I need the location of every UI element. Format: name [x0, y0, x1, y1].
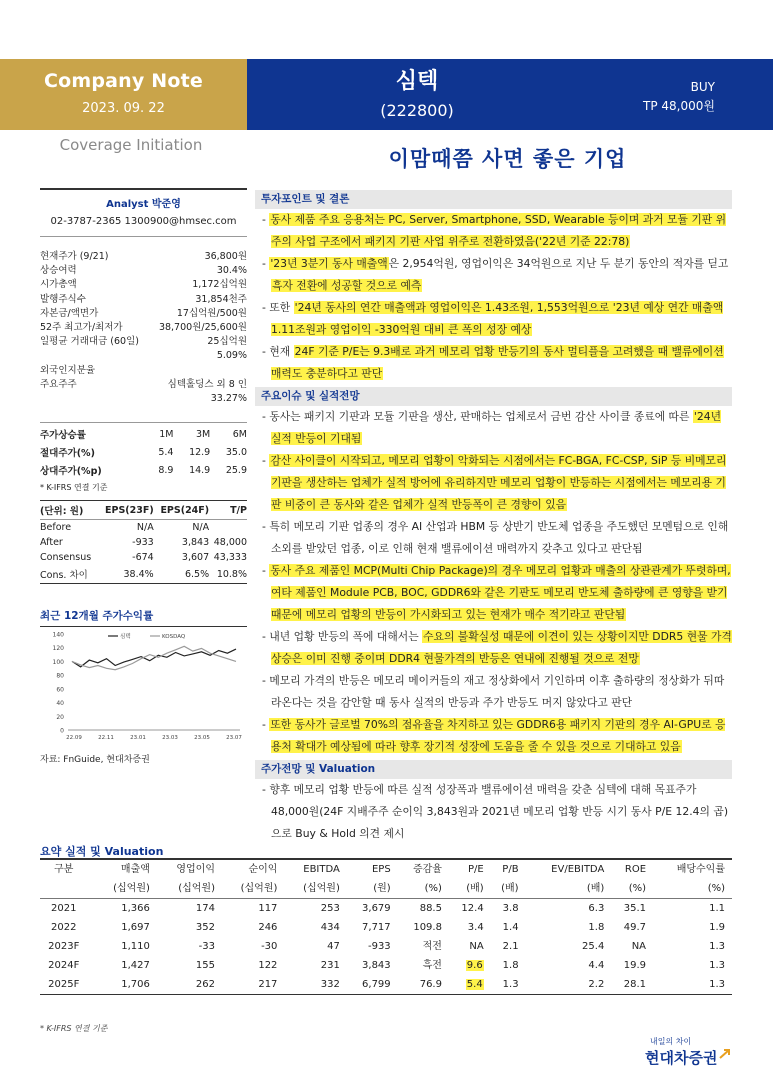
stock-info-row [40, 349, 247, 363]
highlight-text: '24년 동사의 연간 매출액과 영업이익은 1.43조원, 1,553억원으로 '23년 예상 연간 매출액 1.11조원과 영업이익 -330억원 대비 큰 폭의 성장 예상 [271, 301, 724, 336]
summary-unit: (배) [449, 879, 491, 899]
summary-unit: (십억원) [157, 879, 222, 899]
summary-cell: 2023F [48, 941, 80, 952]
summary-cell: 1.3 [709, 941, 725, 952]
bullet-text: - [262, 454, 270, 467]
eps-cell: -933 [132, 537, 154, 548]
returns-row [40, 443, 247, 461]
summary-cell: 2021 [51, 903, 77, 914]
summary-cell: 434 [320, 922, 340, 933]
eps-table [40, 501, 247, 584]
highlight-pe: 9.6 [466, 960, 483, 971]
summary-header: 구분 [40, 859, 94, 879]
summary-row [40, 956, 732, 975]
y-tick-label: 140 [52, 631, 64, 639]
eps-cell: Before [40, 522, 72, 533]
stock-info-value: 5.09% [216, 350, 247, 362]
y-tick-label: 40 [56, 700, 64, 708]
summary-cell: 1.1 [709, 903, 725, 914]
summary-cell: 4.4 [588, 960, 605, 971]
bullet-text: - 향후 메모리 업황 반등에 따른 실적 성장폭과 밸류에이션 매력을 갖춘 심텍에 대해 목표주가 48,000원(24F 지배주주 순이익 3,843원과 2021년 메모리 업황 반등 시기 동사 P/E 12.4의 곱)으로 Buy & Hold 의견 제시 [262, 783, 729, 840]
analyst-contact: 02-3787-2365 1300900@hmsec.com [50, 216, 237, 227]
summary-cell: 12.4 [461, 903, 484, 914]
stock-info-value: 심텍홀딩스 외 8 인 [167, 378, 247, 390]
summary-cell: 3.8 [502, 903, 519, 914]
target-price: TP 48,000원 [643, 99, 715, 113]
stock-info-label: 상승여력 [40, 265, 77, 277]
bullet-text: - 현재 [262, 345, 294, 358]
company-ticker: (222800) [380, 101, 454, 120]
summary-unit: (십억원) [94, 879, 156, 899]
stock-info-row [40, 378, 247, 392]
returns-note: * K-IFRS 연결 기준 [40, 483, 108, 492]
summary-header: P/B [491, 859, 526, 879]
eps-header: EPS(24F) [154, 501, 209, 520]
series-line-0 [72, 649, 236, 667]
report-date: 2023. 09. 22 [82, 101, 165, 116]
returns-cell: 5.4 [158, 446, 174, 458]
stock-info-label: 시가총액 [40, 279, 77, 291]
summary-cell: 1,706 [94, 975, 156, 995]
summary-cell: 47 [327, 941, 340, 952]
chart-source: 자료: FnGuide, 현대차증권 [40, 755, 150, 765]
summary-cell: -933 [367, 941, 391, 952]
summary-cell: 1,366 [121, 903, 150, 914]
summary-cell: 352 [195, 922, 215, 933]
summary-cell: 1,110 [121, 941, 150, 952]
eps-row [40, 520, 247, 536]
eps-cell: 6.5% [154, 565, 209, 584]
summary-header: 영업이익 [157, 859, 222, 879]
eps-cell: N/A [192, 522, 210, 533]
summary-row [40, 937, 732, 956]
eps-header: T/P [209, 501, 247, 520]
summary-unit: (십억원) [222, 879, 284, 899]
summary-unit: (십억원) [284, 879, 346, 899]
summary-title: 요약 실적 및 Valuation [40, 845, 164, 858]
summary-row [40, 899, 732, 919]
summary-cell: 2.2 [526, 975, 612, 995]
stock-info-value: 25십억원 [207, 336, 247, 348]
bullet-item [261, 516, 732, 560]
stock-info-label: 52주 최고가/최저가 [40, 322, 123, 334]
stock-info-row [40, 364, 247, 378]
x-tick-label: 22.09 [66, 735, 82, 741]
eps-cell: -674 [132, 552, 154, 563]
stock-info-row [40, 293, 247, 307]
summary-cell: 1.4 [502, 922, 519, 933]
section-heading: 투자포인트 및 결론 [255, 190, 732, 209]
summary-cell: NA [631, 941, 647, 952]
eps-block [40, 500, 247, 584]
summary-cell: 19.9 [623, 960, 647, 971]
bullet-text: - 메모리 가격의 반등은 메모리 메이커들의 재고 정상화에서 기인하며 이후 출하량의 정상화가 뒤따라온다는 것을 감안할 때 동사 실적의 반등과 주가 반등도 머지 않았다고 판단 [262, 674, 725, 709]
bullet-text: - 동사는 패키지 기판과 모듈 기판을 생산, 판매하는 업체로서 금번 감산 사이클 종료에 따른 [262, 410, 693, 423]
eps-row [40, 565, 247, 584]
returns-cell: 상대주가(%p) [40, 466, 102, 477]
eps-cell: After [40, 537, 63, 548]
y-tick-label: 120 [52, 645, 64, 653]
x-tick-label: 22.11 [98, 735, 114, 741]
summary-cell: 1,697 [121, 922, 150, 933]
returns-cell: 절대주가(%) [40, 448, 95, 459]
highlight-text: 동사 제품 주요 응용처는 PC, Server, Smartphone, SSD, Wearable 등이며 과거 모듈 기판 위주의 사업 구조에서 패키지 기판 사업 위주로 전환하였음('22년 기준 22:78) [270, 213, 727, 248]
summary-cell [449, 975, 491, 995]
stock-info-label: 주요주주 [40, 378, 77, 390]
summary-cell: 155 [195, 960, 215, 971]
summary-header: 순이익 [222, 859, 284, 879]
bullet-item [261, 406, 732, 450]
stock-info-row [40, 278, 247, 292]
bullet-item [261, 297, 732, 341]
summary-header: EV/EBITDA [526, 859, 612, 879]
summary-cell: 117 [258, 903, 278, 914]
summary-head [40, 859, 732, 899]
eps-cell: 48,000 [213, 537, 247, 548]
summary-header: 증감율 [398, 859, 449, 879]
summary-cell: 122 [258, 960, 278, 971]
bullet-text: - 또한 [262, 301, 294, 314]
stock-info-label: 외국인지분율 [40, 364, 96, 376]
bullet-item [261, 253, 732, 297]
stock-info-value: 38,700원/25,600원 [158, 322, 247, 334]
bullet-text: - 내년 업황 반등의 폭에 대해서는 [262, 630, 423, 643]
summary-header-row [40, 859, 732, 879]
rating: BUY [690, 80, 715, 94]
returns-row [40, 461, 247, 479]
eps-cell [209, 520, 247, 536]
eps-cell: N/A [136, 522, 154, 533]
summary-cell: -33 [198, 941, 215, 952]
company-name: 심텍 [395, 69, 439, 94]
eps-header: EPS(23F) [98, 501, 153, 520]
bullet-item [261, 209, 732, 253]
bullet-text: - [262, 213, 270, 226]
summary-unit: (배) [526, 879, 612, 899]
summary-cell: 246 [258, 922, 278, 933]
summary-table [40, 858, 732, 995]
stock-info-row [40, 392, 247, 406]
eps-cell: Cons. 차이 [40, 565, 98, 584]
bullet-text: - [262, 718, 270, 731]
eps-row [40, 550, 247, 565]
summary-cell: 49.7 [623, 922, 647, 933]
summary-unit-row [40, 879, 732, 899]
highlight-text: '23년 3분기 동사 매출액 [270, 257, 388, 270]
section-heading: 주가전망 및 Valuation [255, 760, 732, 779]
coverage-label: Coverage Initiation [59, 136, 203, 154]
eps-header: (단위: 원) [40, 501, 98, 520]
summary-cell: 1.9 [709, 922, 725, 933]
eps-cell: 38.4% [98, 565, 153, 584]
y-tick-label: 60 [56, 686, 64, 694]
bullet-item [261, 560, 732, 626]
x-tick-label: 23.05 [194, 735, 210, 741]
summary-cell: NA [469, 941, 484, 952]
company-logo [645, 1047, 732, 1068]
summary-cell: 적전 [422, 941, 442, 952]
summary-cell: 76.9 [398, 975, 449, 995]
bullet-text: 은 2,954억원, 영업이익은 34억원으로 지난 두 분기 동안의 적자를 딛고 [388, 257, 729, 270]
eps-cell: Consensus [40, 552, 92, 563]
bullet-item [261, 779, 732, 845]
stock-info-label: 일평균 거래대금 (60일) [40, 336, 139, 348]
summary-header: EPS [347, 859, 398, 879]
summary-cell: 1.3 [491, 975, 526, 995]
summary-cell: 332 [284, 975, 346, 995]
stock-info-value: 36,800원 [204, 251, 247, 262]
logo-text: 현대차증권 [645, 1049, 718, 1067]
highlight-text: '24년 실적 반등이 기대됨 [271, 410, 721, 445]
stock-info-row [40, 307, 247, 321]
summary-cell: 25.4 [582, 941, 605, 952]
bullet-text: - [262, 257, 270, 270]
summary-cell: 6,799 [347, 975, 398, 995]
summary-cell: 1.3 [653, 975, 732, 995]
summary-cell: 2.1 [502, 941, 519, 952]
summary-unit: (원) [347, 879, 398, 899]
returns-header: 3M [195, 428, 211, 440]
summary-header: 매출액 [94, 859, 156, 879]
summary-cell: 88.5 [419, 903, 442, 914]
stock-info [40, 250, 247, 406]
summary-cell: 7,717 [362, 922, 391, 933]
eps-row [40, 535, 247, 550]
highlight-text: 수요의 불확실성 때문에 이견이 있는 상황이지만 DDR5 현물 가격 상승은 이미 진행 중이며 DDR4 현물가격의 반등은 연내에 진행될 것으로 전망 [271, 630, 732, 665]
eps-header-row [40, 501, 247, 520]
stock-info-value: 33.27% [210, 393, 247, 405]
price-chart [40, 626, 247, 746]
returns-header: 주가상승률 [40, 430, 86, 441]
returns-table [40, 425, 247, 479]
report-type: Company Note [43, 70, 204, 92]
summary-cell: 262 [157, 975, 222, 995]
stock-info-value: 1,172십억원 [192, 279, 247, 291]
returns-cell: 14.9 [189, 464, 211, 476]
summary-header: 배당수익률 [653, 859, 732, 879]
summary-header: EBITDA [284, 859, 346, 879]
summary-cell: 1.8 [502, 960, 519, 971]
summary-cell: 3,679 [362, 903, 391, 914]
stock-info-row [40, 264, 247, 278]
returns-header-row [40, 425, 247, 443]
analyst-name: Analyst 박준영 [106, 199, 181, 210]
bullet-text: - 특히 메모리 기판 업종의 경우 AI 산업과 HBM 등 상반기 반도체 업종을 주도했던 모멘텀으로 인해 소외를 받았던 업종, 이로 인해 현재 밸류에이션 매력까지 갖추고 있다고 판단됨 [262, 520, 729, 555]
stock-info-label: 발행주식수 [40, 293, 86, 305]
highlight-text: 감산 사이클이 시작되고, 메모리 업황이 악화되는 시점에서는 FC-BGA, FC-CSP, SiP 등 비메모리 기판을 생산하는 업체가 실적 방어에 유리하지만 메모리 업황이 반등하는 시점에서는 메모리용 기판 비중이 큰 동사와 같은 업체가 실적 반등폭이 큰 경향이 있음 [270, 454, 727, 511]
highlight-pe: 5.4 [466, 979, 483, 990]
summary-cell: 174 [195, 903, 215, 914]
eps-cell: 3,843 [181, 537, 210, 548]
summary-header: P/E [449, 859, 491, 879]
summary-cell: 253 [320, 903, 340, 914]
summary-row [40, 918, 732, 937]
summary-row [40, 975, 732, 995]
stock-info-row [40, 250, 247, 264]
x-tick-label: 23.07 [226, 735, 242, 741]
price-chart-title: 최근 12개월 주가수익률 [40, 608, 247, 627]
stock-info-label: 현재주가 (9/21) [40, 251, 109, 262]
highlight-text: 흑자 전환에 성공할 것으로 예측 [272, 279, 422, 292]
returns-header: 1M [159, 428, 174, 440]
x-tick-label: 23.01 [130, 735, 146, 741]
summary-unit: (%) [611, 879, 653, 899]
summary-cell [449, 956, 491, 975]
summary-note: * K-IFRS 연결 기준 [40, 1024, 108, 1033]
summary-unit: (%) [653, 879, 732, 899]
logo-arrow-icon [718, 1047, 732, 1061]
logo-tagline: 내일의 차이 [650, 1037, 692, 1046]
report-headline: 이맘때쯤 사면 좋은 기업 [388, 147, 627, 171]
summary-header: ROE [611, 859, 653, 879]
bullet-item [261, 341, 732, 385]
returns-cell: 12.9 [189, 446, 211, 458]
bullet-item [261, 670, 732, 714]
summary-cell: 109.8 [413, 922, 442, 933]
stock-info-row [40, 321, 247, 335]
returns-cell: 8.9 [158, 464, 174, 476]
summary-unit: (%) [398, 879, 449, 899]
main-content [255, 190, 732, 845]
summary-cell: 1,427 [121, 960, 150, 971]
y-tick-label: 20 [56, 713, 64, 721]
summary-cell: 35.1 [623, 903, 647, 914]
summary-unit [40, 879, 94, 899]
bullet-item [261, 450, 732, 516]
stock-info-label: 자본금/액면가 [40, 307, 99, 319]
summary-body [40, 899, 732, 995]
summary-cell: 231 [320, 960, 340, 971]
summary-cell: 흑전 [422, 960, 442, 971]
summary-unit: (배) [491, 879, 526, 899]
analyst-box [40, 188, 247, 237]
stock-info-value: 30.4% [216, 265, 247, 277]
summary-cell: 6.3 [588, 903, 605, 914]
summary-cell: 28.1 [611, 975, 653, 995]
summary-cell: 2022 [51, 922, 77, 933]
highlight-text: 동사 주요 제품인 MCP(Multi Chip Package)의 경우 메모리 업황과 매출의 상관관계가 뚜렷하며, 여타 제품인 Module PCB, BOC, GDDR6와 같은 기판도 메모리 반도체 출하량에 큰 영향을 받기 때문에 메모리 업황의 반등이 가시화되고 있는 현재가 매수 적기라고 판단됨 [270, 564, 731, 621]
y-tick-label: 0 [60, 727, 64, 735]
summary-cell: 1.3 [709, 960, 725, 971]
y-tick-label: 100 [52, 658, 64, 666]
bullet-item [261, 714, 732, 758]
bullet-text: - [262, 564, 270, 577]
eps-cell: 3,607 [181, 552, 210, 563]
bullet-item [261, 626, 732, 670]
stock-info-value: 31,854천주 [195, 293, 247, 305]
returns-cell: 35.0 [225, 446, 247, 458]
legend-label: 심텍 [120, 634, 131, 640]
summary-cell: 2025F [40, 975, 94, 995]
stock-info-value: 17십억원/500원 [176, 307, 247, 319]
summary-cell: 1.8 [588, 922, 605, 933]
summary-cell: 217 [222, 975, 284, 995]
y-tick-label: 80 [56, 672, 64, 680]
highlight-text: 또한 동사가 글로벌 70%의 점유율을 차지하고 있는 GDDR6용 패키지 기판의 경우 AI-GPU로 응용처 확대가 예상됨에 따라 향후 장기적 성장에 도움을 줄 수 있을 것으로 기대하고 있음 [270, 718, 726, 753]
eps-cell: 43,333 [213, 552, 247, 563]
returns-block [40, 422, 247, 493]
highlight-text: 24F 기준 P/E는 9.3배로 과거 메모리 업황 반등기의 동사 멀티플을 고려했을 때 밸류에이션 매력도 충분하다고 판단 [271, 345, 724, 380]
summary-cell: -30 [261, 941, 278, 952]
section-heading: 주요이슈 및 실적전망 [255, 387, 732, 406]
summary-cell: 2024F [48, 960, 80, 971]
x-tick-label: 23.03 [162, 735, 178, 741]
stock-info-row [40, 335, 247, 349]
eps-cell: 10.8% [209, 565, 247, 584]
returns-header: 6M [232, 428, 247, 440]
summary-cell: 3,843 [362, 960, 391, 971]
returns-cell: 25.9 [225, 464, 247, 476]
legend-label: KOSDAQ [162, 634, 186, 640]
summary-cell: 3.4 [467, 922, 484, 933]
